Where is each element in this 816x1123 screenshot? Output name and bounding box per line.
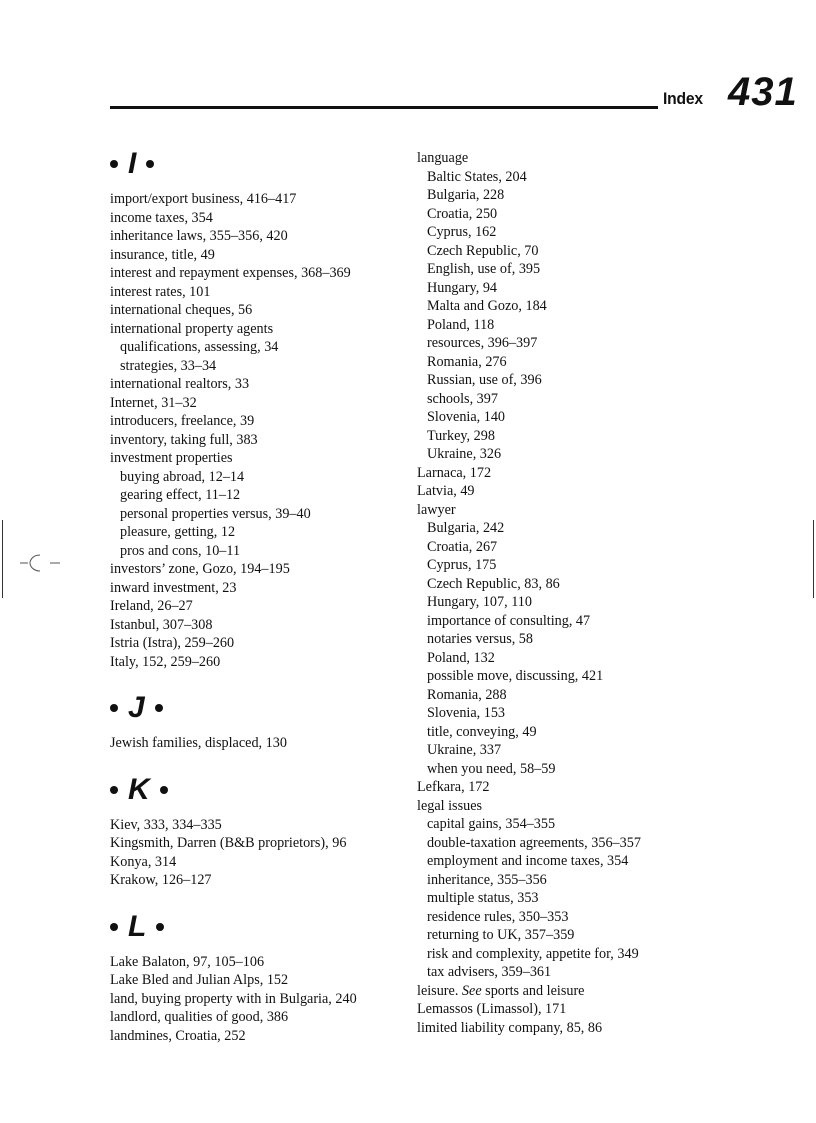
page-number: 431	[728, 70, 798, 114]
index-subentry: Hungary, 107, 110	[427, 594, 532, 610]
index-entry: Kingsmith, Darren (B&B proprietors), 96	[110, 835, 347, 851]
index-entry: insurance, title, 49	[110, 246, 215, 263]
section-letter: L	[128, 909, 147, 943]
index-entry: inward investment, 23	[110, 579, 237, 596]
index-subentry: Croatia, 267	[427, 538, 498, 555]
index-subentry: title, conveying, 49	[427, 723, 537, 740]
bullet-icon	[110, 923, 118, 931]
index-subentry: Poland, 132	[427, 649, 495, 666]
index-subentry: Turkey, 298	[427, 427, 495, 444]
index-entry: Ireland, 26–27	[110, 598, 193, 614]
index-entry: international realtors, 33	[110, 376, 250, 392]
index-subentry: Slovenia, 140	[427, 409, 506, 425]
index-entry: Larnaca, 172	[417, 464, 492, 481]
bullet-icon	[160, 786, 168, 794]
index-entry: inventory, taking full, 383	[110, 431, 258, 448]
index-subentry: Cyprus, 175	[427, 557, 497, 573]
index-subentry: schools, 397	[427, 390, 498, 407]
index-subentry: strategies, 33–34	[120, 357, 217, 374]
index-subentry: employment and income taxes, 354	[427, 853, 629, 869]
index-subentry: Czech Republic, 83, 86	[427, 575, 560, 592]
left-edge-line	[2, 520, 3, 598]
running-header-title: Index	[663, 89, 703, 108]
index-subentry: Hungary, 94	[427, 279, 498, 296]
section-letter: J	[128, 691, 145, 724]
entry-text: leisure.	[417, 982, 462, 999]
index-subentry: double-taxation agreements, 356–357	[427, 834, 641, 851]
section-letter: I	[128, 147, 137, 180]
index-entry: Krakow, 126–127	[110, 872, 212, 888]
index-entry: introducers, freelance, 39	[110, 413, 255, 429]
index-subentry: gearing effect, 11–12	[120, 487, 241, 503]
bullet-icon	[156, 923, 164, 931]
index-entry: international property agents	[110, 320, 274, 337]
index-entry: international cheques, 56	[110, 302, 253, 318]
index-subentry: Cyprus, 162	[427, 224, 497, 240]
letter-heading	[110, 770, 410, 810]
index-subentry: Malta and Gozo, 184	[427, 298, 547, 314]
index-entry: Lake Balaton, 97, 105–106	[110, 953, 265, 970]
index-column-right	[417, 149, 717, 1037]
index-entry: landlord, qualities of good, 386	[110, 1009, 289, 1025]
index-entry: Konya, 314	[110, 853, 177, 870]
section-spacer	[110, 753, 410, 766]
index-subentry: importance of consulting, 47	[427, 612, 591, 629]
index-subentry: inheritance, 355–356	[427, 871, 547, 888]
section-letter: K	[128, 772, 150, 806]
index-subentry: returning to UK, 357–359	[427, 927, 575, 943]
bullet-icon	[110, 786, 118, 794]
index-subentry: residence rules, 350–353	[427, 908, 569, 925]
index-subentry: Ukraine, 326	[427, 446, 502, 462]
index-entry: interest rates, 101	[110, 283, 211, 300]
index-entry: Istria (Istra), 259–260	[110, 635, 235, 651]
index-entry: investors’ zone, Gozo, 194–195	[110, 561, 290, 577]
right-edge-line	[813, 520, 814, 598]
index-column-left	[110, 140, 410, 1045]
section-spacer	[110, 890, 410, 903]
index-subentry: risk and complexity, appetite for, 349	[427, 945, 639, 962]
index-subentry: Croatia, 250	[427, 205, 498, 222]
index-subentry: multiple status, 353	[427, 890, 539, 906]
index-subentry: Romania, 288	[427, 686, 507, 703]
index-subentry: Czech Republic, 70	[427, 242, 539, 259]
index-entry: legal issues	[417, 797, 483, 814]
index-entry: Lake Bled and Julian Alps, 152	[110, 972, 289, 988]
index-entry: Lemassos (Limassol), 171	[417, 1001, 567, 1017]
index-entry: Jewish families, displaced, 130	[110, 735, 287, 751]
index-entry: interest and repayment expenses, 368–369	[110, 265, 351, 281]
index-subentry: English, use of, 395	[427, 261, 541, 277]
index-entry: import/export business, 416–417	[110, 191, 297, 207]
index-entry: Internet, 31–32	[110, 394, 197, 411]
index-subentry: possible move, discussing, 421	[427, 668, 604, 684]
bullet-icon	[110, 704, 118, 712]
index-subentry: qualifications, assessing, 34	[120, 339, 279, 355]
index-entry	[417, 982, 717, 1001]
index-subentry: notaries versus, 58	[427, 631, 533, 647]
index-entry: Lefkara, 172	[417, 779, 490, 795]
header-rule	[110, 106, 658, 109]
index-entry: lawyer	[417, 501, 456, 518]
index-subentry: tax advisers, 359–361	[427, 964, 552, 980]
index-entry: Latvia, 49	[417, 483, 475, 499]
index-entry: income taxes, 354	[110, 209, 213, 226]
index-entry: landmines, Croatia, 252	[110, 1027, 246, 1044]
letter-heading	[110, 144, 410, 184]
index-subentry: personal properties versus, 39–40	[120, 505, 311, 522]
index-subentry: resources, 396–397	[427, 335, 538, 351]
index-subentry: pros and cons, 10–11	[120, 542, 241, 559]
index-subentry: Romania, 276	[427, 353, 507, 370]
index-entry: land, buying property with in Bulgaria, 240	[110, 990, 357, 1007]
index-entry: limited liability company, 85, 86	[417, 1019, 603, 1036]
index-subentry: Russian, use of, 396	[427, 372, 542, 388]
index-entry: Kiev, 333, 334–335	[110, 816, 222, 833]
bullet-icon	[146, 160, 154, 168]
index-subentry: pleasure, getting, 12	[120, 524, 236, 540]
index-subentry: Slovenia, 153	[427, 705, 506, 721]
index-entry: Italy, 152, 259–260	[110, 653, 221, 670]
crop-mark-icon	[20, 553, 62, 573]
index-subentry: capital gains, 354–355	[427, 816, 556, 832]
index-subentry: Poland, 118	[427, 316, 495, 333]
index-subentry: buying abroad, 12–14	[120, 468, 245, 485]
index-subentry: Bulgaria, 242	[427, 520, 505, 536]
letter-heading	[110, 907, 410, 947]
index-entry: inheritance laws, 355–356, 420	[110, 228, 288, 244]
see-target: sports and leisure	[481, 982, 585, 999]
section-spacer	[110, 671, 410, 684]
index-subentry: Baltic States, 204	[427, 168, 527, 185]
bullet-icon	[110, 160, 118, 168]
index-entry: investment properties	[110, 450, 233, 466]
index-entry: language	[417, 150, 469, 166]
letter-heading	[110, 688, 410, 728]
index-subentry: when you need, 58–59	[427, 760, 556, 777]
index-subentry: Bulgaria, 228	[427, 187, 505, 203]
see-reference: See	[461, 982, 482, 999]
index-entry: Istanbul, 307–308	[110, 616, 213, 633]
bullet-icon	[155, 704, 163, 712]
index-subentry: Ukraine, 337	[427, 742, 502, 758]
